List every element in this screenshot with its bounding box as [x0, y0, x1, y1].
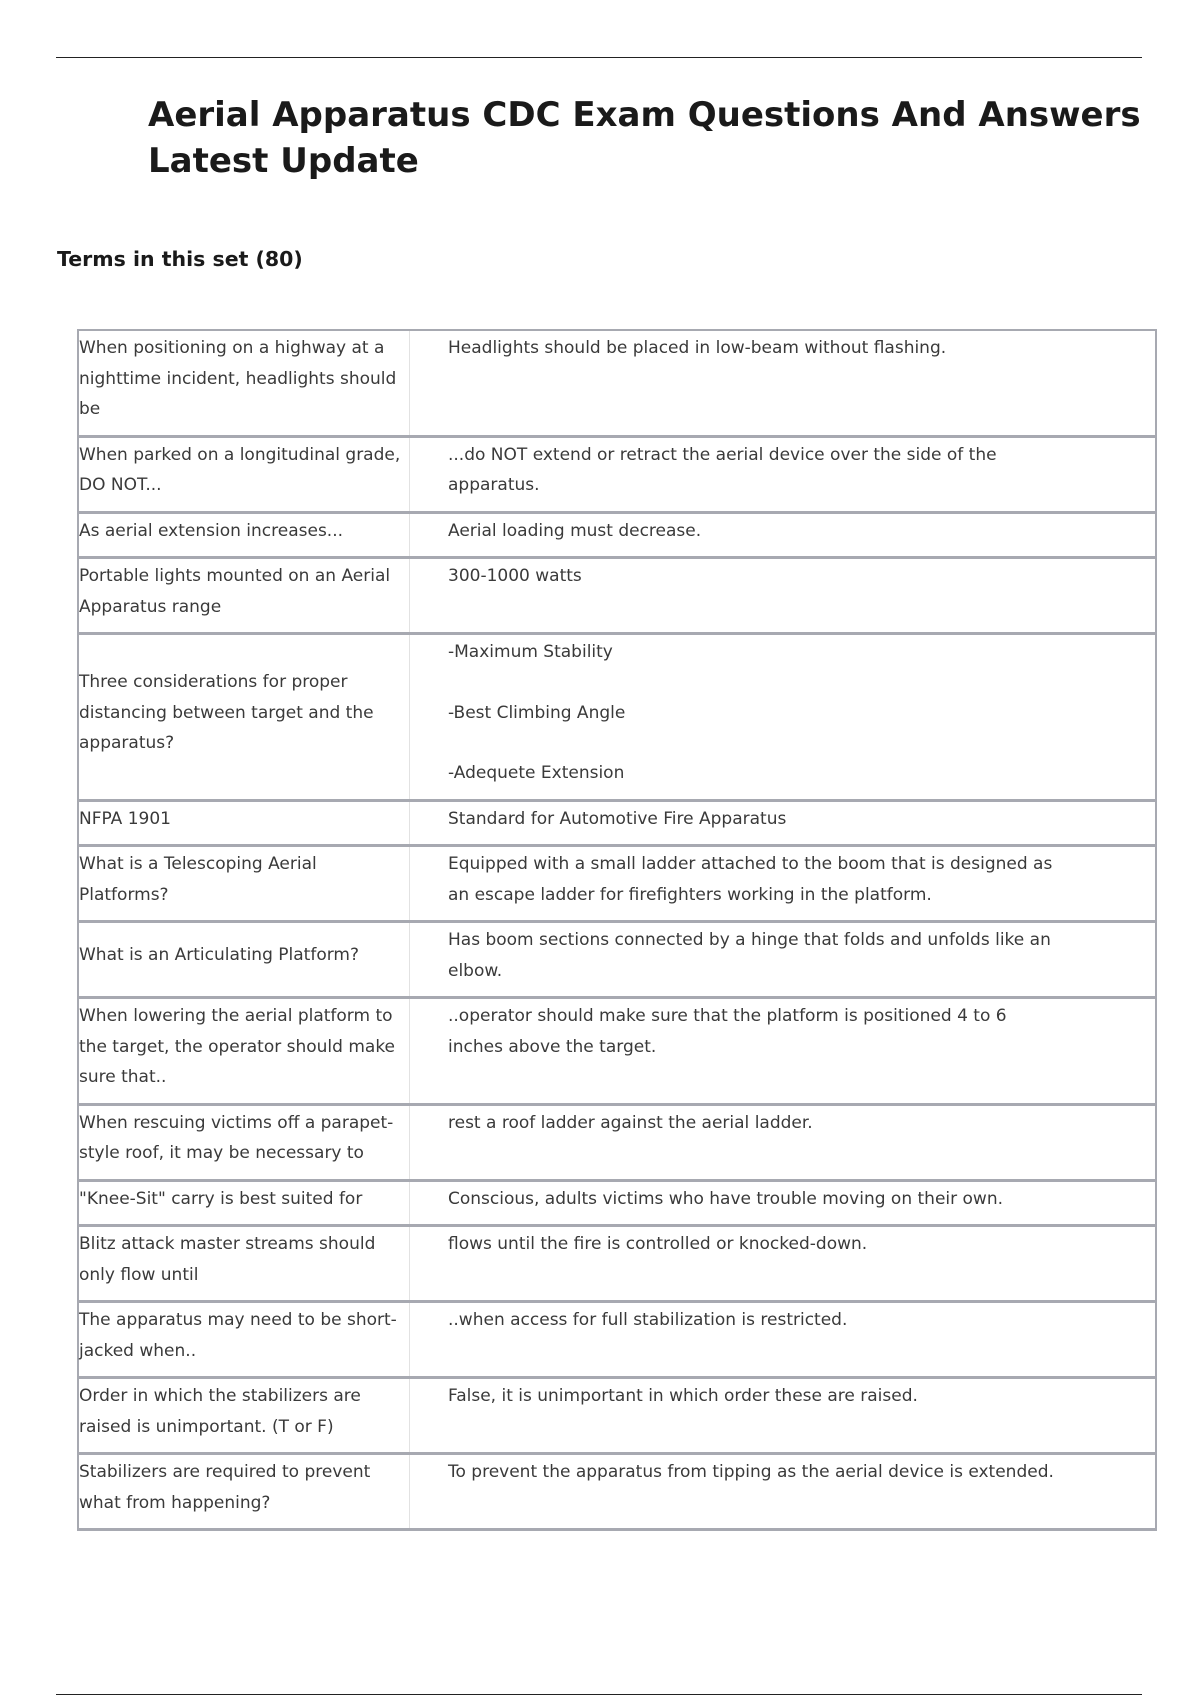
term-cell: When positioning on a highway at a nighttime incident, headlights should be [78, 330, 410, 436]
top-rule [56, 57, 1142, 58]
table-row [78, 1454, 1156, 1530]
term-cell: When rescuing victims off a parapet-style roof, it may be necessary to [78, 1104, 410, 1180]
document-title: Aerial Apparatus CDC Exam Questions And Answers Latest Update [148, 95, 1141, 181]
bottom-rule [56, 1694, 1142, 1695]
definition-cell: Conscious, adults victims who have trouble moving on their own. [410, 1180, 1157, 1226]
term-cell: Order in which the stabilizers are raised is unimportant. (T or F) [78, 1378, 410, 1454]
definition-line: -Adequete Extension [448, 763, 625, 783]
definition-cell: To prevent the apparatus from tipping as the aerial device is extended. [410, 1454, 1157, 1530]
table-row [78, 330, 1156, 436]
table-row [78, 1302, 1156, 1378]
table-row [78, 922, 1156, 998]
term-cell: Portable lights mounted on an Aerial Apparatus range [78, 558, 410, 634]
term-cell: What is a Telescoping Aerial Platforms? [78, 846, 410, 922]
definition-cell: Aerial loading must decrease. [410, 512, 1157, 558]
table-row [78, 998, 1156, 1105]
term-cell: Blitz attack master streams should only flow until [78, 1226, 410, 1302]
term-cell: When parked on a longitudinal grade, DO NOT... [78, 436, 410, 512]
definition-cell: 300-1000 watts [410, 558, 1157, 634]
table-row [78, 800, 1156, 846]
table-row [78, 1226, 1156, 1302]
table-row [78, 1180, 1156, 1226]
definition-cell: Has boom sections connected by a hinge that folds and unfolds like an elbow. [410, 922, 1157, 998]
definition-cell: ..when access for full stabilization is restricted. [410, 1302, 1157, 1378]
term-cell: What is an Articulating Platform? [78, 922, 410, 998]
term-cell: Stabilizers are required to prevent what from happening? [78, 1454, 410, 1530]
definition-cell: ..operator should make sure that the platform is positioned 4 to 6 inches above the target. [410, 998, 1157, 1105]
table-row [78, 558, 1156, 634]
table-row [78, 1104, 1156, 1180]
terms-count-heading: Terms in this set (80) [57, 247, 303, 271]
table-row [78, 436, 1156, 512]
table-row [78, 634, 1156, 801]
definition-cell: Standard for Automotive Fire Apparatus [410, 800, 1157, 846]
table-row [78, 512, 1156, 558]
definition-cell [410, 634, 1157, 801]
terms-table [77, 329, 1157, 1531]
term-cell: As aerial extension increases... [78, 512, 410, 558]
term-cell: When lowering the aerial platform to the target, the operator should make sure that.. [78, 998, 410, 1105]
definition-cell: ...do NOT extend or retract the aerial device over the side of the apparatus. [410, 436, 1157, 512]
definition-cell: False, it is unimportant in which order these are raised. [410, 1378, 1157, 1454]
definition-cell: flows until the fire is controlled or knocked-down. [410, 1226, 1157, 1302]
term-cell: NFPA 1901 [78, 800, 410, 846]
definition-cell: Equipped with a small ladder attached to the boom that is designed as an escape ladder for firefighters working in the platform. [410, 846, 1157, 922]
table-row [78, 1378, 1156, 1454]
table-row [78, 846, 1156, 922]
definition-line: -Best Climbing Angle [448, 702, 626, 723]
definition-cell: Headlights should be placed in low-beam without flashing. [410, 330, 1157, 436]
term-cell: The apparatus may need to be short-jacked when.. [78, 1302, 410, 1378]
term-cell: Three considerations for proper distancing between target and the apparatus? [78, 634, 410, 801]
term-cell: "Knee-Sit" carry is best suited for [78, 1180, 410, 1226]
definition-cell: rest a roof ladder against the aerial ladder. [410, 1104, 1157, 1180]
definition-line: -Maximum Stability [448, 642, 613, 662]
